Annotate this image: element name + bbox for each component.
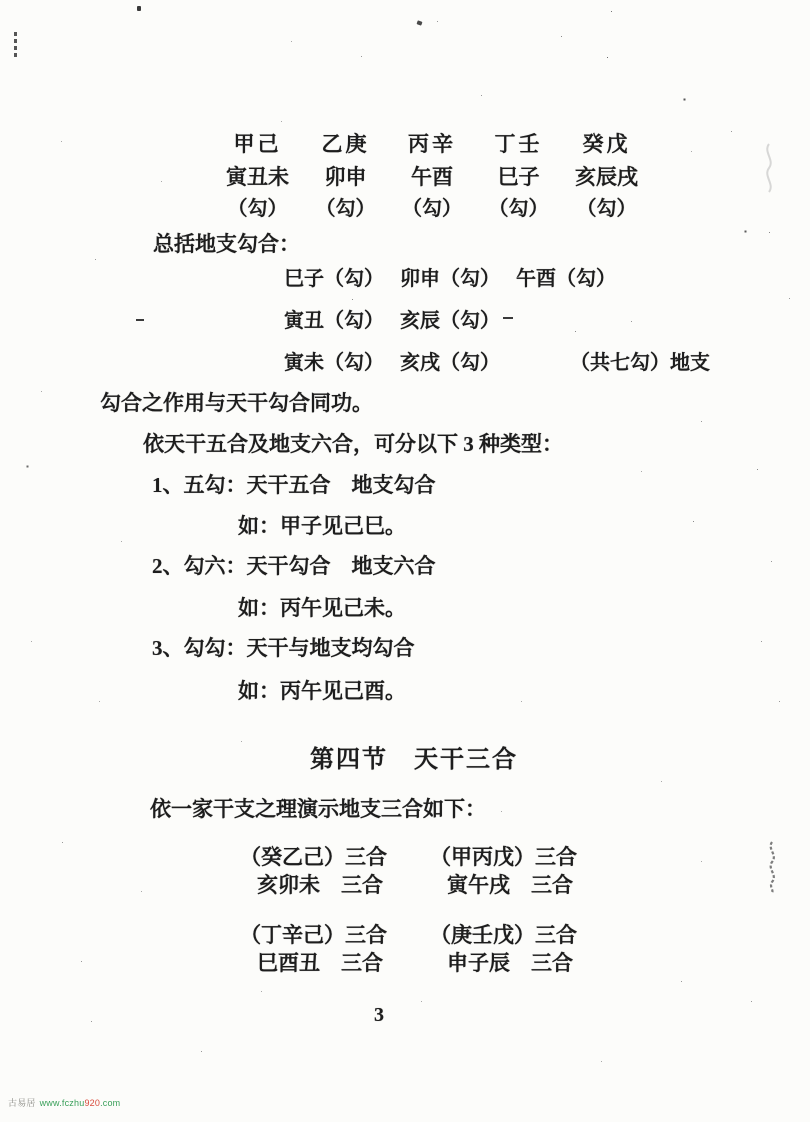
summary-total-note: （共七勾）地支 (570, 352, 710, 374)
summary-row (284, 266, 616, 293)
margin-scribble-faint (760, 142, 778, 198)
watermark-url-number: 920 (84, 1098, 101, 1108)
stem-branch-hook-table (226, 128, 638, 222)
triple-combo-stems: （丁辛己）三合 (240, 923, 387, 947)
watermark (8, 1097, 120, 1109)
summary-row (284, 350, 500, 377)
type-2-example: 如：丙午见己未。 (238, 596, 406, 620)
scan-edge-mark (14, 32, 17, 58)
stems-pair: 丙辛 (408, 132, 456, 156)
branches-group: 寅丑未 (226, 165, 289, 189)
branches-group: 巳子 (497, 165, 540, 189)
watermark-site-name: 古易居 (8, 1098, 36, 1108)
branches-group: 亥辰戌 (575, 165, 638, 189)
stems-pair: 丁壬 (494, 132, 543, 156)
page-number: 3 (374, 1004, 384, 1026)
hook-mark: （勾） (576, 198, 637, 220)
summary-continuation-line: 勾合之作用与天干勾合同功。 (100, 391, 373, 415)
watermark-url-prefix: www.fczhu (39, 1098, 85, 1108)
margin-scribble (764, 840, 782, 895)
hook-column (575, 128, 638, 222)
type-3-title: 3、勾勾：天干与地支均勾合 (152, 636, 415, 660)
hook-pair: 午酉（勾） (516, 268, 616, 290)
section-heading: 第四节 天干三合 (310, 747, 518, 773)
branches-group: 卯申 (324, 165, 367, 189)
stray-pen-dash (136, 319, 144, 321)
hook-mark: （勾） (227, 198, 288, 220)
hook-column (226, 128, 289, 222)
hook-pair: 卯申（勾） (400, 268, 500, 290)
stems-pair: 癸戊 (582, 132, 631, 156)
triple-combo-branches: 寅午戌 三合 (447, 873, 573, 897)
ink-blot (416, 20, 422, 25)
watermark-url-suffix: .com (100, 1098, 121, 1108)
triple-combo-branches: 亥卯未 三合 (257, 873, 383, 897)
triple-combo-branches: 巳酉丑 三合 (257, 951, 383, 975)
triple-combo-branches: 申子辰 三合 (447, 951, 573, 975)
stems-pair: 甲己 (233, 132, 282, 156)
summary-heading: 总括地支勾合： (153, 232, 300, 256)
triple-combo-stems: （癸乙己）三合 (240, 845, 387, 869)
triple-combo-stems: （庚壬戊）三合 (430, 923, 577, 947)
hook-pair: 巳子（勾） (284, 268, 384, 290)
branches-group: 午酉 (411, 165, 453, 189)
section-intro: 依一家干支之理演示地支三合如下： (150, 797, 486, 821)
type-3-example: 如：丙午见己酉。 (238, 679, 406, 703)
hook-mark: （勾） (402, 198, 462, 220)
hook-mark: （勾） (315, 198, 376, 220)
type-2-title: 2、勾六：天干勾合 地支六合 (152, 554, 436, 578)
stray-pen-dash (503, 317, 513, 319)
scan-noise-specks (0, 0, 1, 1)
type-1-title: 1、五勾：天干五合 地支勾合 (152, 473, 436, 497)
stems-pair: 乙庚 (321, 132, 370, 156)
type-1-example: 如：甲子见己巳。 (238, 514, 406, 538)
hook-column (489, 128, 549, 222)
summary-row (284, 308, 500, 335)
types-intro: 依天干五合及地支六合，可分以下 3 种类型： (143, 432, 563, 456)
hook-mark: （勾） (488, 198, 549, 220)
hook-pair: 亥戌（勾） (400, 352, 500, 374)
ink-blot (137, 6, 141, 11)
hook-pair: 寅丑（勾） (284, 310, 384, 332)
hook-pair: 寅未（勾） (284, 352, 384, 374)
triple-combo-stems: （甲丙戊）三合 (430, 845, 577, 869)
hook-pair: 亥辰（勾） (400, 310, 500, 332)
hook-column (316, 128, 376, 222)
hook-column (402, 128, 462, 222)
